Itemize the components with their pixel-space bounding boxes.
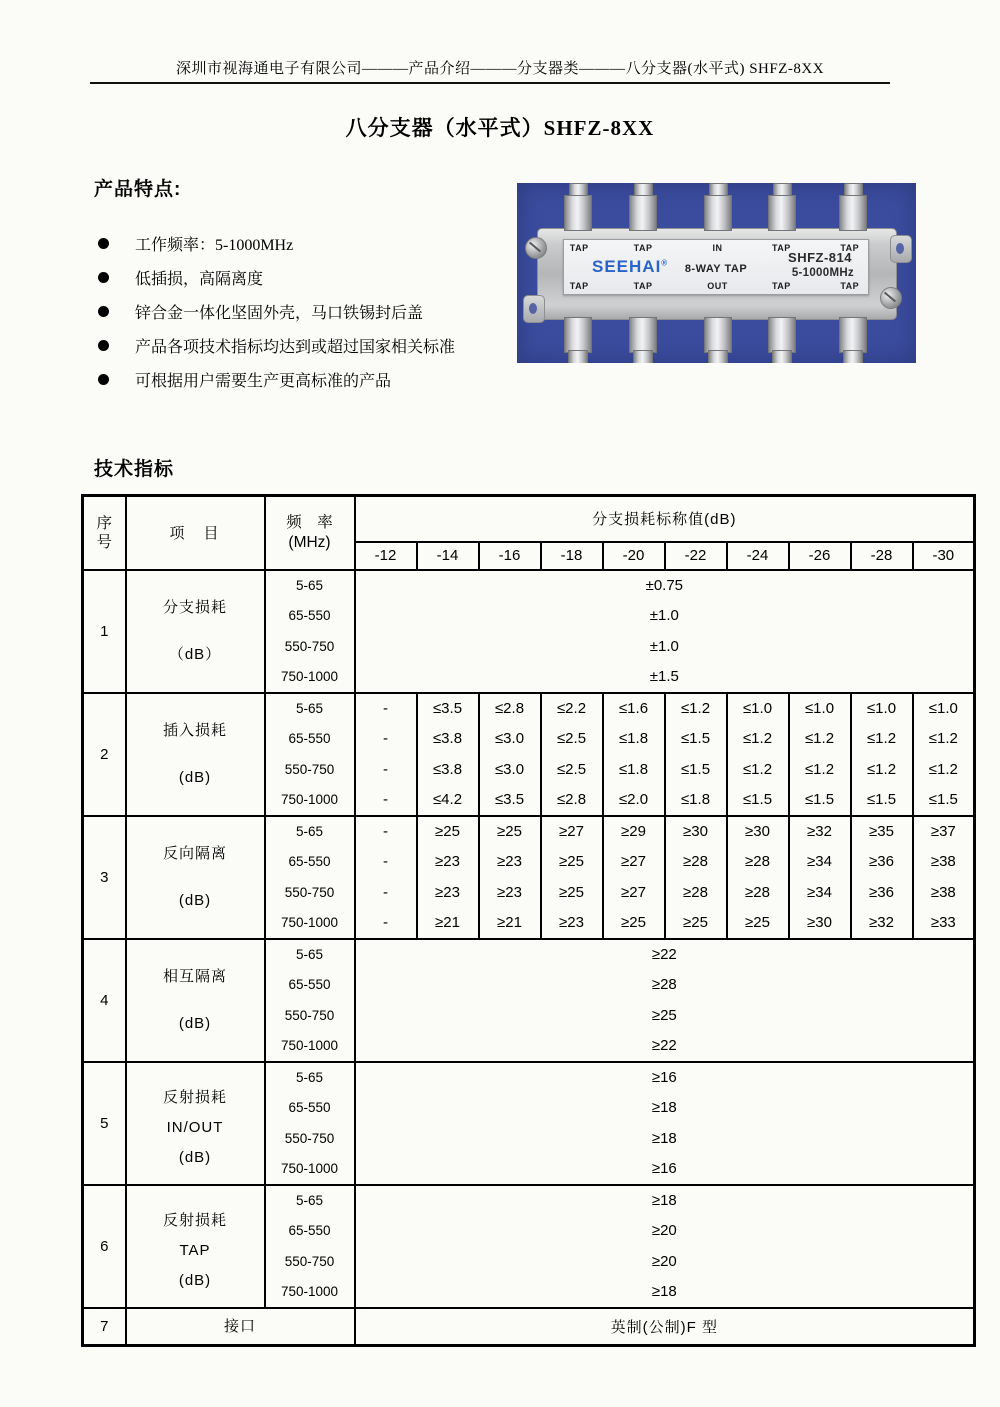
value-line: ≥16 <box>651 1069 677 1087</box>
spec-row <box>83 939 975 1062</box>
screw <box>880 287 902 309</box>
frequency-band: 550-750 <box>284 884 335 900</box>
item-cell <box>126 1185 265 1308</box>
value-line: - <box>383 853 388 871</box>
value-cell <box>727 693 789 816</box>
value-line: - <box>383 913 388 931</box>
product-type-label: 8-WAY TAP <box>684 263 748 275</box>
frequency-band: 550-750 <box>284 761 335 777</box>
f-connector <box>843 350 863 363</box>
value-line: ≤1.5 <box>680 730 711 748</box>
port-label: TAP <box>633 281 653 291</box>
value-line: ≤1.2 <box>866 760 897 778</box>
value-cell <box>355 1062 975 1185</box>
frequency-band-cell <box>265 816 355 939</box>
frequency-band-cell <box>265 1062 355 1185</box>
feature-item <box>98 226 528 260</box>
frequency-band: 550-750 <box>284 1253 335 1269</box>
value-cell <box>355 816 417 939</box>
value-line: ≥25 <box>497 823 522 841</box>
row-number: 6 <box>83 1185 126 1308</box>
value-cell <box>851 816 913 939</box>
f-connector <box>768 195 796 231</box>
value-cell <box>417 693 479 816</box>
value-line: ≥28 <box>745 883 770 901</box>
frequency-band: 750-1000 <box>280 914 339 930</box>
header-rule <box>90 82 890 84</box>
value-cell <box>665 693 727 816</box>
spec-row <box>83 693 975 816</box>
value-line: ≥28 <box>683 853 708 871</box>
value-line: ≤1.5 <box>680 760 711 778</box>
value-line: ≤1.2 <box>866 730 897 748</box>
value-line: ≤1.2 <box>928 730 958 748</box>
item-line: (dB) <box>178 769 212 786</box>
value-line: ≥21 <box>435 913 460 931</box>
value-cell <box>355 570 975 693</box>
specs-table <box>81 494 976 1347</box>
value-line: ≥25 <box>559 853 584 871</box>
value-line: ≥22 <box>651 1036 677 1054</box>
value-line: ≥25 <box>621 913 646 931</box>
value-line: ≥34 <box>807 883 832 901</box>
value-line: ≥27 <box>621 853 646 871</box>
spec-row <box>83 1185 975 1308</box>
header-tap-loss-group: 分支损耗标称值(dB) <box>355 496 975 542</box>
port-label: IN <box>712 243 723 253</box>
value-line: ≥23 <box>497 853 522 871</box>
value-cell <box>603 693 665 816</box>
frequency-band: 5-65 <box>295 824 324 840</box>
item-line: （dB） <box>168 646 222 663</box>
mounting-ear <box>523 295 545 323</box>
tap-loss-tick: -28 <box>851 542 913 570</box>
item-line: 反向隔离 <box>162 845 227 862</box>
frequency-band: 65-550 <box>288 608 331 624</box>
document-header: 深圳市视海通电子有限公司———产品介绍———分支器类———八分支器(水平式) SHFZ-8XX <box>175 61 825 77</box>
value-line: ≥27 <box>621 883 646 901</box>
value-line: ≤2.5 <box>556 760 587 778</box>
value-line: ≥25 <box>651 1006 677 1024</box>
value-line: ≥25 <box>745 913 770 931</box>
bullet-icon <box>98 272 109 283</box>
value-cell <box>789 693 851 816</box>
value-line: ≥18 <box>651 1099 677 1117</box>
item-line: (dB) <box>178 1271 212 1289</box>
value-line: ≥22 <box>651 946 677 964</box>
value-line: ≥29 <box>621 823 646 841</box>
value-cell <box>913 816 975 939</box>
brand-logo: SEEHAI® <box>592 257 669 276</box>
header-frequency: 频 率 (MHz) <box>265 496 355 570</box>
value-line: ≥28 <box>745 853 770 871</box>
item-cell <box>126 570 265 693</box>
port-label: TAP <box>840 243 860 253</box>
mounting-ear <box>890 235 912 263</box>
value-line: ≥38 <box>930 883 956 901</box>
value-line: ±1.0 <box>649 637 679 655</box>
value-line: ≤1.0 <box>866 700 897 718</box>
value-line: ≥28 <box>683 883 708 901</box>
value-line: ≥38 <box>930 853 956 871</box>
frequency-band: 750-1000 <box>280 1037 339 1053</box>
item-cell <box>126 1062 265 1185</box>
frequency-band-cell <box>265 693 355 816</box>
f-connector <box>568 350 588 363</box>
value-line: ≤2.5 <box>556 730 587 748</box>
value-line: ≤3.5 <box>432 700 463 718</box>
value-line: ≥27 <box>559 823 584 841</box>
value-line: ≥16 <box>651 1159 677 1177</box>
f-connector <box>708 350 728 363</box>
value-line: - <box>383 823 388 841</box>
product-photo <box>517 183 916 363</box>
spec-row <box>83 570 975 693</box>
value-line: ≤1.5 <box>804 790 835 808</box>
f-connector <box>768 317 796 353</box>
value-line: ≥30 <box>683 823 708 841</box>
screw <box>525 237 547 259</box>
value-line: ≥36 <box>869 853 894 871</box>
frequency-band: 5-65 <box>295 578 324 594</box>
value-line: ≤2.0 <box>618 790 649 808</box>
value-line: ≥32 <box>807 823 832 841</box>
port-label: TAP <box>771 281 791 291</box>
value-line: - <box>383 883 388 901</box>
value-line: ≤2.2 <box>556 700 587 718</box>
frequency-band: 65-550 <box>288 854 331 870</box>
header-index: 序 号 <box>83 496 126 570</box>
value-line: ≥18 <box>651 1282 677 1300</box>
frequency-band: 550-750 <box>284 638 335 654</box>
value-cell: 英制(公制)F 型 <box>355 1308 975 1346</box>
bullet-icon <box>98 306 109 317</box>
value-cell <box>355 939 975 1062</box>
frequency-band: 550-750 <box>284 1130 335 1146</box>
item-line: 插入损耗 <box>162 722 227 739</box>
frequency-band-cell <box>265 939 355 1062</box>
feature-text: 可根据用户需要生产更高标准的产品 <box>135 372 392 390</box>
value-line: ≥25 <box>435 823 460 841</box>
value-line: ≤2.8 <box>494 700 525 718</box>
value-cell <box>541 693 603 816</box>
spec-row <box>83 816 975 939</box>
value-line: ≥18 <box>651 1192 677 1210</box>
row-number: 4 <box>83 939 126 1062</box>
tap-loss-tick: -22 <box>665 542 727 570</box>
value-line: ≤4.2 <box>432 790 463 808</box>
spec-row <box>83 1308 975 1346</box>
f-connector <box>704 195 732 231</box>
value-line: ≥20 <box>651 1252 677 1270</box>
f-connector <box>564 195 592 231</box>
value-cell <box>727 816 789 939</box>
item-line: TAP <box>179 1241 211 1259</box>
f-connector <box>629 195 657 231</box>
feature-text: 工作频率：5-1000MHz <box>135 236 294 254</box>
value-line: ≤3.5 <box>494 790 525 808</box>
tap-loss-tick: -18 <box>541 542 603 570</box>
f-connector <box>629 317 657 353</box>
bullet-icon <box>98 340 109 351</box>
value-line: ≥30 <box>807 913 832 931</box>
value-line: ≤2.8 <box>556 790 587 808</box>
row-number: 7 <box>83 1308 126 1346</box>
item-cell <box>126 816 265 939</box>
tap-loss-tick: -16 <box>479 542 541 570</box>
port-label: TAP <box>771 243 791 253</box>
tap-loss-tick: -26 <box>789 542 851 570</box>
value-line: ≤3.0 <box>494 730 525 748</box>
value-line: ≤3.0 <box>494 760 525 778</box>
f-connector <box>839 317 867 353</box>
frequency-band: 550-750 <box>284 1007 335 1023</box>
item-line: 相互隔离 <box>162 968 227 985</box>
value-line: ≤1.2 <box>804 760 835 778</box>
value-line: ≥35 <box>869 823 894 841</box>
value-line: ≤1.2 <box>742 760 773 778</box>
value-cell <box>851 693 913 816</box>
frequency-band: 5-65 <box>295 1070 324 1086</box>
item-line: (dB) <box>178 892 212 909</box>
value-line: ≥34 <box>807 853 832 871</box>
frequency-band: 750-1000 <box>280 1160 339 1176</box>
row-number: 2 <box>83 693 126 816</box>
tap-loss-tick: -24 <box>727 542 789 570</box>
feature-text: 产品各项技术指标均达到或超过国家相关标准 <box>135 338 456 356</box>
value-line: ≥37 <box>930 823 956 841</box>
bullet-icon <box>98 238 109 249</box>
value-line: - <box>383 700 388 718</box>
value-line: - <box>383 760 388 778</box>
model-number: SHFZ-814 <box>788 250 852 265</box>
value-cell <box>789 816 851 939</box>
value-cell <box>913 693 975 816</box>
port-label: OUT <box>707 281 728 291</box>
value-line: ≤1.8 <box>680 790 711 808</box>
item-line: 反射损耗 <box>162 1088 227 1106</box>
f-connector <box>839 195 867 231</box>
value-line: ≤1.5 <box>742 790 773 808</box>
value-line: ≤1.2 <box>680 700 711 718</box>
frequency-band: 5-65 <box>295 947 324 963</box>
port-label: TAP <box>633 243 653 253</box>
value-line: ±0.75 <box>645 577 684 595</box>
port-label: TAP <box>569 281 589 291</box>
value-line: - <box>383 730 388 748</box>
item-line: 反射损耗 <box>162 1211 227 1229</box>
value-line: ≤1.2 <box>742 730 773 748</box>
item-line: 分支损耗 <box>162 599 227 616</box>
features-heading: 产品特点: <box>94 179 182 200</box>
frequency-band: 750-1000 <box>280 791 339 807</box>
row-number: 1 <box>83 570 126 693</box>
feature-item <box>98 260 528 294</box>
item-line: (dB) <box>178 1015 212 1032</box>
item-cell <box>126 939 265 1062</box>
item-cell <box>126 1308 355 1346</box>
value-line: ≥25 <box>683 913 708 931</box>
frequency-band: 750-1000 <box>280 668 339 684</box>
frequency-band-cell <box>265 570 355 693</box>
device-label-plate <box>563 239 869 295</box>
value-line: ≤1.5 <box>866 790 897 808</box>
feature-text: 低插损，高隔离度 <box>135 270 264 288</box>
value-line: - <box>383 790 388 808</box>
item-line: (dB) <box>178 1148 212 1166</box>
feature-item <box>98 294 528 328</box>
value-cell <box>479 693 541 816</box>
value-line: ≥23 <box>559 913 584 931</box>
port-label: TAP <box>840 281 860 291</box>
f-connector <box>772 350 792 363</box>
registered-mark: ® <box>661 258 669 268</box>
value-line: ≤1.0 <box>742 700 773 718</box>
feature-item <box>98 328 528 362</box>
value-line: ≥23 <box>435 853 460 871</box>
value-line: ≤1.2 <box>804 730 835 748</box>
value-line: ≤1.5 <box>928 790 958 808</box>
bullet-icon <box>98 374 109 385</box>
value-line: ≥21 <box>497 913 522 931</box>
value-line: ≥28 <box>651 976 677 994</box>
value-cell <box>355 693 417 816</box>
value-line: ≤1.8 <box>618 760 649 778</box>
f-connector <box>704 317 732 353</box>
item-cell <box>126 693 265 816</box>
frequency-band: 5-65 <box>295 1193 324 1209</box>
frequency-band: 65-550 <box>288 731 331 747</box>
f-connector <box>633 350 653 363</box>
value-line: ≥32 <box>869 913 894 931</box>
value-line: ≥25 <box>559 883 584 901</box>
features-list <box>98 226 528 396</box>
value-cell <box>603 816 665 939</box>
header-item: 项 目 <box>126 496 265 570</box>
value-line: ≥20 <box>651 1222 677 1240</box>
value-line: ≤1.6 <box>618 700 649 718</box>
value-line: ≤3.8 <box>432 730 463 748</box>
item-line: 接口 <box>223 1317 256 1335</box>
value-line: ±1.5 <box>649 667 679 685</box>
value-line: ≤1.2 <box>928 760 958 778</box>
frequency-band: 65-550 <box>288 1223 331 1239</box>
frequency-range-label: 5-1000MHz <box>791 267 854 279</box>
row-number: 5 <box>83 1062 126 1185</box>
value-line: ≥36 <box>869 883 894 901</box>
frequency-band: 5-65 <box>295 701 324 717</box>
f-connector <box>564 317 592 353</box>
value-line: ≤3.8 <box>432 760 463 778</box>
value-cell <box>541 816 603 939</box>
row-number: 3 <box>83 816 126 939</box>
page-title: 八分支器（水平式）SHFZ-8XX <box>345 116 655 140</box>
specs-heading: 技术指标 <box>94 459 175 480</box>
tap-loss-tick: -14 <box>417 542 479 570</box>
value-line: ≤1.0 <box>928 700 958 718</box>
value-cell <box>355 1185 975 1308</box>
spec-row <box>83 1062 975 1185</box>
tap-loss-tick: -12 <box>355 542 417 570</box>
port-label: TAP <box>569 243 589 253</box>
value-line: ≤1.8 <box>618 730 649 748</box>
tap-loss-tick: -30 <box>913 542 975 570</box>
value-cell <box>665 816 727 939</box>
frequency-band-cell <box>265 1185 355 1308</box>
item-line: IN/OUT <box>166 1118 224 1136</box>
value-line: ≥30 <box>745 823 770 841</box>
value-line: ≥33 <box>930 913 956 931</box>
value-cell <box>417 816 479 939</box>
feature-item <box>98 362 528 396</box>
value-line: ≥23 <box>497 883 522 901</box>
frequency-band: 65-550 <box>288 1100 331 1116</box>
tap-loss-tick: -20 <box>603 542 665 570</box>
value-line: ≤1.0 <box>804 700 835 718</box>
value-cell <box>479 816 541 939</box>
value-line: ±1.0 <box>649 607 679 625</box>
value-line: ≥23 <box>435 883 460 901</box>
frequency-band: 65-550 <box>288 977 331 993</box>
frequency-band: 750-1000 <box>280 1283 339 1299</box>
value-line: ≥18 <box>651 1129 677 1147</box>
feature-text: 锌合金一体化坚固外壳，马口铁锡封后盖 <box>135 304 424 322</box>
